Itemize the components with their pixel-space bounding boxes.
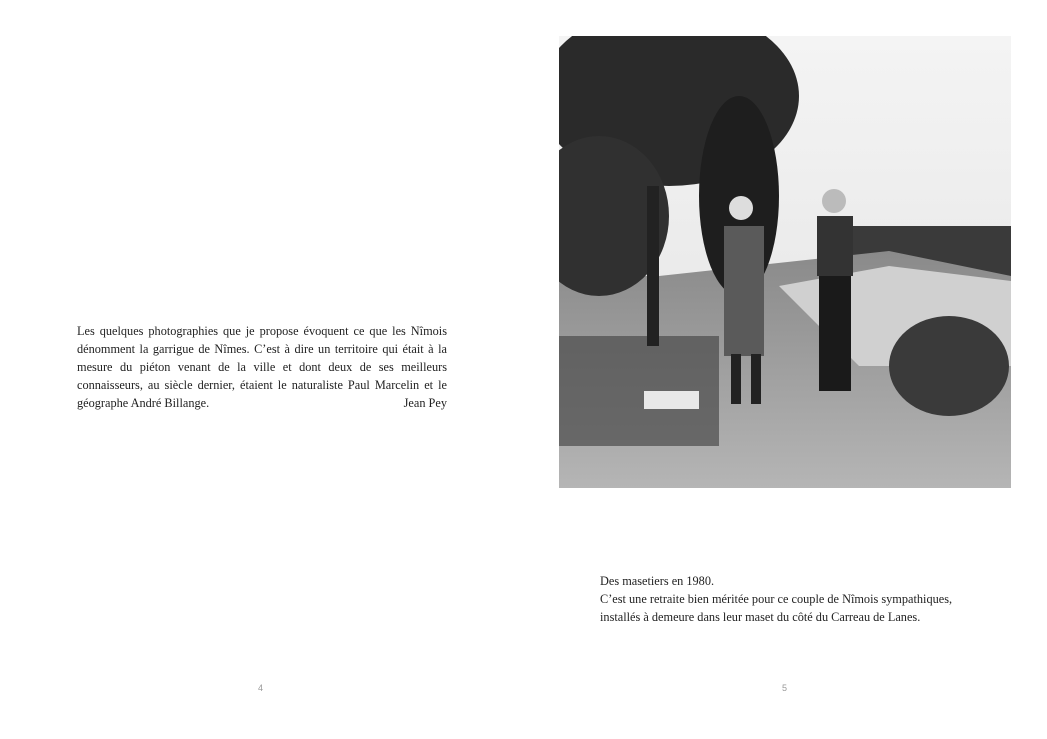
caption-title: Des masetiers en 1980. bbox=[600, 574, 715, 588]
author-signature: Jean Pey bbox=[403, 396, 447, 410]
page-number-right: 5 bbox=[782, 683, 788, 693]
caption-line-1: C’est une retraite bien méritée pour ce couple de Nîmois sympathiques, bbox=[600, 592, 953, 606]
photograph-couple-garrigue bbox=[559, 36, 1011, 488]
caption-line-2: installés à demeure dans leur maset du côté du Carreau de Lanes. bbox=[600, 610, 921, 624]
intro-text: Les quelques photographies que je propose évoquent ce que les Nîmois dénomment la garrigue de Nîmes. C’est à dire un territoire qui était à la mesure du piéton venant de la ville et dont deux de ses meilleurs connaisseurs, au siècle dernier, étaient le naturaliste Paul Marcelin et le géographe André Billange. bbox=[77, 324, 447, 410]
photo-caption bbox=[600, 572, 953, 626]
page-number-left: 4 bbox=[258, 683, 264, 693]
photo-image bbox=[559, 36, 1011, 488]
